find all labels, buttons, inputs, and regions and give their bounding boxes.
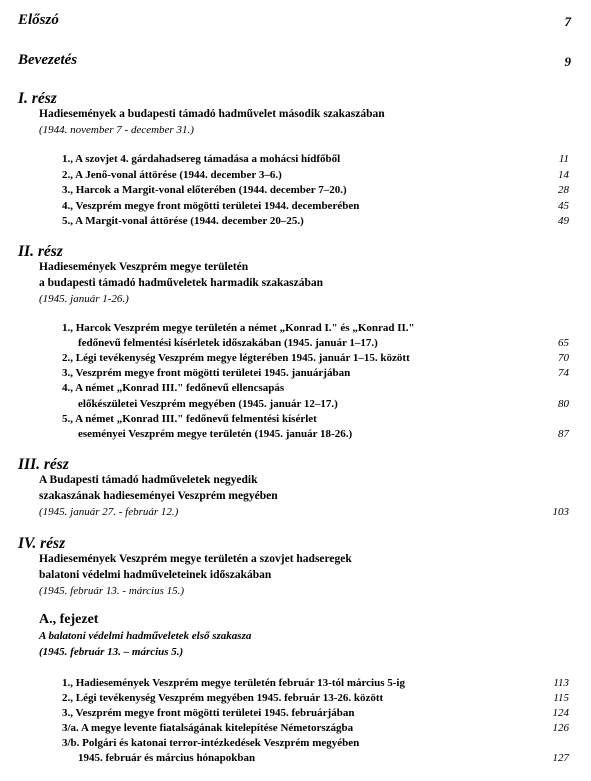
toc-entry[interactable]: 2., A Jenő-vonal áttörése (1944. december 3–6.) xyxy=(62,169,282,181)
toc-entry[interactable]: 3., Veszprém megye front mögötti területei 1945. januárjában xyxy=(62,367,351,379)
toc-entry-page: 113 xyxy=(553,677,569,689)
part3-line1: A Budapesti támadó hadműveletek negyedik xyxy=(39,474,258,486)
toc-entry[interactable]: 2., Légi tevékenység Veszprém megyében 1945. február 13-26. között xyxy=(62,692,384,704)
toc-entry-page: 87 xyxy=(558,428,569,440)
toc-entry-continuation[interactable]: előkészületei Veszprém megyében (1945. január 12–17.) xyxy=(78,398,338,410)
intro-page: 9 xyxy=(564,54,571,69)
foreword-title[interactable]: Előszó xyxy=(18,12,59,28)
toc-entry[interactable]: 5., A német „Konrad III." fedőnevű felmentési kísérlet xyxy=(62,413,317,425)
toc-entry-page: 127 xyxy=(552,752,569,764)
toc-entry-continuation[interactable]: fedőnevű felmentési kísérletek időszakában (1945. január 1–17.) xyxy=(78,337,378,349)
toc-entry-page: 14 xyxy=(558,169,569,181)
toc-entry[interactable]: 3/b. Polgári és katonai terror-intézkedések Veszprém megyében xyxy=(62,737,360,749)
toc-entry-page: 70 xyxy=(558,352,569,364)
toc-entry[interactable]: 5., A Margit-vonal áttörése (1944. december 20–25.) xyxy=(62,215,304,227)
part2-subtitle-line2: a budapesti támadó hadműveletek harmadik szakaszában xyxy=(39,277,324,289)
part1-title[interactable]: I. rész xyxy=(18,90,57,107)
toc-entry-page: 49 xyxy=(558,215,569,227)
part1-subtitle: Hadiesemények a budapesti támadó hadművelet második szakaszában xyxy=(39,108,385,120)
part4-dates: (1945. február 13. - március 15.) xyxy=(39,585,185,597)
part2-subtitle-line1: Hadiesemények Veszprém megye területén xyxy=(39,261,249,273)
toc-entry[interactable]: 4., A német „Konrad III." fedőnevű ellencsapás xyxy=(62,382,285,394)
toc-entry-page: 124 xyxy=(552,707,569,719)
toc-entry[interactable]: 2., Légi tevékenység Veszprém megye légterében 1945. január 1–15. között xyxy=(62,352,410,364)
toc-entry-page: 80 xyxy=(558,398,569,410)
chapter-a-subtitle: A balatoni védelmi hadműveletek első szakasza xyxy=(39,630,252,642)
chapter-a-dates: (1945. február 13. – március 5.) xyxy=(39,646,184,658)
part4-line1: Hadiesemények Veszprém megye területén a szovjet hadseregek xyxy=(39,553,352,565)
toc-entry[interactable]: 1., Hadiesemények Veszprém megye területén február 13-tól március 5-ig xyxy=(62,677,405,689)
toc-entry-page: 115 xyxy=(553,692,569,704)
toc-entry-page: 65 xyxy=(558,337,569,349)
toc-entry[interactable]: 4., Veszprém megye front mögötti területei 1944. decemberében xyxy=(62,200,360,212)
toc-entry-page: 11 xyxy=(558,153,569,165)
toc-entry-continuation[interactable]: eseményei Veszprém megye területén (1945. január 18-26.) xyxy=(78,428,353,440)
foreword-page: 7 xyxy=(564,14,571,29)
toc-entry-page: 45 xyxy=(558,200,569,212)
toc-entry-page: 28 xyxy=(558,184,569,196)
part4-title[interactable]: IV. rész xyxy=(18,535,66,552)
part2-title[interactable]: II. rész xyxy=(18,243,63,260)
toc-entry[interactable]: 1., Harcok Veszprém megye területén a német „Konrad I." és „Konrad II." xyxy=(62,322,415,334)
chapter-a-title[interactable]: A., fejezet xyxy=(39,612,99,627)
part3-page: 103 xyxy=(552,506,569,518)
part3-dates: (1945. január 27. - február 12.) xyxy=(39,506,179,518)
intro-title[interactable]: Bevezetés xyxy=(18,52,78,68)
part2-dates: (1945. január 1-26.) xyxy=(39,293,129,305)
part4-line2: balatoni védelmi hadműveleteinek időszakában xyxy=(39,569,272,581)
toc-entry[interactable]: 3., Harcok a Margit-vonal előterében (1944. december 7–20.) xyxy=(62,184,347,196)
toc-entry-page: 126 xyxy=(552,722,569,734)
part1-dates: (1944. november 7 - december 31.) xyxy=(39,124,194,136)
toc-entry-page: 74 xyxy=(558,367,569,379)
toc-entry[interactable]: 3/a. A megye levente fiatalságának kitelepítése Németországba xyxy=(62,722,354,734)
toc-entry[interactable]: 1., A szovjet 4. gárdahadsereg támadása a mohácsi hídfőből xyxy=(62,153,341,165)
toc-entry[interactable]: 3., Veszprém megye front mögötti területei 1945. februárjában xyxy=(62,707,355,719)
part3-title[interactable]: III. rész xyxy=(18,456,69,473)
toc-entry-continuation[interactable]: 1945. február és március hónapokban xyxy=(78,752,256,764)
part3-line2: szakaszának hadieseményei Veszprém megyében xyxy=(39,490,278,502)
